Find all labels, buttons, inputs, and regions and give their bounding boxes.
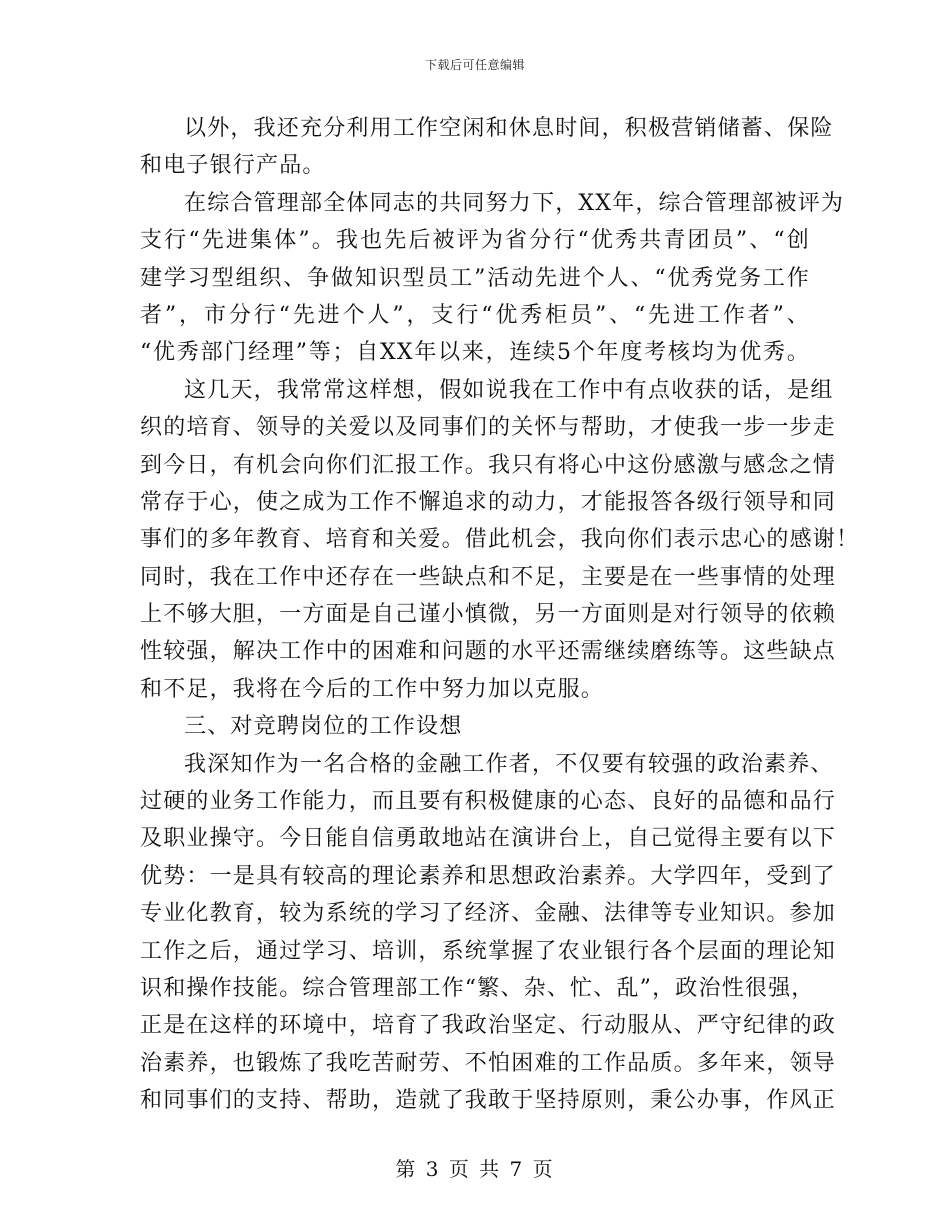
text-line: 以外，我还充分利用工作空闲和休息时间，积极营销储蓄、保险 (184, 116, 834, 141)
text-line: 和不足，我将在今后的工作中努力加以克服。 (140, 676, 605, 702)
text-line: 者”，市分行“先进个人”，支行“优秀柜员”、“先进工作者”、 (140, 302, 810, 328)
body-text (140, 110, 860, 1120)
text-line: 专业化教育，较为系统的学习了经济、金融、法律等专业知识。参加 (140, 901, 837, 927)
text-line: 和电子银行产品。 (140, 153, 326, 179)
text-line: 织的培育、领导的关爱以及同事们的关怀与帮助，才使我一步一步走 (140, 415, 837, 441)
text-line: 和同事们的支持、帮助，造就了我敢于坚持原则，秉公办事，作风正 (140, 1088, 837, 1114)
text-line: 在综合管理部全体同志的共同努力下，XX年，综合管理部被评为 (184, 190, 845, 216)
text-line: 建学习型组织、争做知识型员工”活动先进个人、“优秀党务工作 (140, 265, 810, 291)
header-note: 下载后可任意编辑 (424, 58, 525, 72)
text-line: 我深知作为一名合格的金融工作者，不仅要有较强的政治素养、 (184, 751, 834, 777)
text-line: 支行“先进集体”。我也先后被评为省分行“优秀共青团员”、“创 (140, 228, 810, 254)
text-line: 过硬的业务工作能力，而且要有积极健康的心态、良好的品德和品行 (140, 789, 837, 815)
text-line: 到今日，有机会向你们汇报工作。我只有将心中这份感激与感念之情 (140, 452, 837, 478)
text-line: 优势：一是具有较高的理论素养和思想政治素养。大学四年，受到了 (140, 863, 837, 889)
page-footer: 第 3 页 共 7 页 (395, 1157, 555, 1181)
text-line: 正是在这样的环境中，培育了我政治坚定、行动服从、严守纪律的政 (140, 1013, 837, 1039)
text-line: 治素养，也锻炼了我吃苦耐劳、不怕困难的工作品质。多年来，领导 (140, 1050, 837, 1076)
text-line: 三、对竞聘岗位的工作设想 (184, 714, 463, 740)
text-line: 工作之后，通过学习、培训，系统掌握了农业银行各个层面的理论知 (140, 938, 837, 964)
text-line: 及职业操守。今日能自信勇敢地站在演讲台上，自己觉得主要有以下 (140, 826, 837, 852)
text-line: “优秀部门经理”等；自XX年以来，连续5个年度考核均为优秀。 (140, 340, 810, 366)
text-line: 上不够大胆，一方面是自己谨小慎微，另一方面则是对行领导的依赖 (140, 602, 837, 628)
text-line: 这几天，我常常这样想，假如说我在工作中有点收获的话，是组 (184, 377, 834, 403)
text-line: 常存于心，使之成为工作不懈追求的动力，才能报答各级行领导和同 (140, 489, 837, 515)
text-line: 事们的多年教育、培育和关爱。借此机会，我向你们表示忠心的感谢！ (140, 527, 860, 553)
text-line: 识和操作技能。综合管理部工作“繁、杂、忙、乱”，政治性很强， (140, 975, 815, 1001)
text-line: 同时，我在工作中还存在一些缺点和不足，主要是在一些事情的处理 (140, 564, 837, 590)
text-line: 性较强，解决工作中的困难和问题的水平还需继续磨练等。这些缺点 (140, 639, 837, 665)
